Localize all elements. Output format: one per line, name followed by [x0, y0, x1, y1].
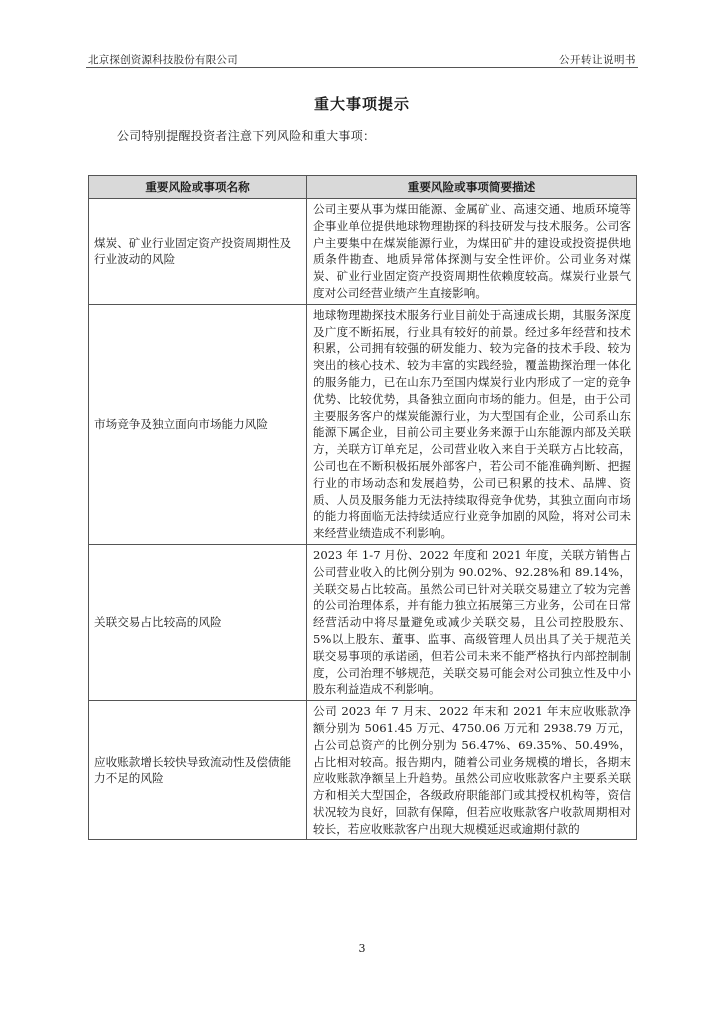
intro-text: 公司特别提醒投资者注意下列风险和重大事项：: [117, 129, 376, 143]
header-divider: [86, 67, 638, 68]
risk-table: [88, 175, 637, 840]
risk-description: 地球物理勘探技术服务行业目前处于高速成长期，其服务深度及广度不断拓展，行业具有较好的前景。经过多年经营和技术积累，公司拥有较强的研发能力、较为完备的技术手段、较为突出的核心技术、较为丰富的实践经验，覆盖勘探治理一体化的服务能力，已在山东乃至国内煤炭行业内形成了一定的竞争优势、比较优势，具备独立面向市场的能力。但是，由于公司主要服务客户的煤炭能源行业，为大型国有企业，公司系山东能源下属企业，目前公司主要业务来源于山东能源内部及关联方，关联方订单充足，公司营业收入来自于关联方占比较高，公司也在不断积极拓展外部客户，若公司不能准确判断、把握行业的市场动态和发展趋势，公司已积累的技术、品牌、资质、人员及服务能力无法持续取得竞争优势，其独立面向市场的能力将面临无法持续适应行业竞争加剧的风险，将对公司未来经营业绩造成不利影响。: [307, 304, 637, 544]
page-number: 3: [358, 942, 366, 955]
table-row: [89, 304, 637, 544]
risk-name: 应收账款增长较快导致流动性及偿债能力不足的风险: [89, 701, 307, 840]
page-title: 重大事项提示: [313, 95, 410, 113]
header-company-name: 北京探创资源科技股份有限公司: [88, 54, 238, 66]
risk-name: 关联交易占比较高的风险: [89, 544, 307, 700]
table-row: [89, 701, 637, 840]
header-document-type: 公开转让说明书: [559, 54, 636, 66]
table-header-row: [89, 176, 637, 199]
column-header-description: 重要风险或事项简要描述: [307, 176, 637, 199]
table-row: [89, 199, 637, 305]
table-row: [89, 544, 637, 700]
risk-description: 公司主要从事为煤田能源、金属矿业、高速交通、地质环境等企事业单位提供地球物理勘探的科技研发与技术服务。公司客户主要集中在煤炭能源行业，为煤田矿井的建设或投资提供地质条件勘查、地质异常体探测与安全性评价。公司业务对煤炭、矿业行业固定资产投资周期性依赖度较高。煤炭行业景气度对公司经营业绩产生直接影响。: [307, 199, 637, 305]
risk-name: 煤炭、矿业行业固定资产投资周期性及行业波动的风险: [89, 199, 307, 305]
risk-name: 市场竞争及独立面向市场能力风险: [89, 304, 307, 544]
column-header-name: 重要风险或事项名称: [89, 176, 307, 199]
risk-description: 公司 2023 年 7 月末、2022 年末和 2021 年末应收账款净额分别为 5061.45 万元、4750.06 万元和 2938.79 万元，占公司总资产的比例分别为 56.47%、69.35%、50.49%，占比相对较高。报告期内，随着公司业务规模的增长，各期末应收账款净额呈上升趋势。虽然公司应收账款客户主要系关联方和相关大型国企，各级政府职能部门或其授权机构等，资信状况较为良好，回款有保障，但若应收账款客户收款周期相对较长，若应收账款客户出现大规模延迟或逾期付款的: [307, 701, 637, 840]
risk-description: 2023 年 1-7 月份、2022 年度和 2021 年度，关联方销售占公司营业收入的比例分别为 90.02%、92.28%和 89.14%，关联交易占比较高。虽然公司已针对关联交易建立了较为完善的公司治理体系，并有能力独立拓展第三方业务，公司在日常经营活动中将尽量避免或减少关联交易，且公司控股股东、5%以上股东、董事、监事、高级管理人员出具了关于规范关联交易事项的承诺函，但若公司未来不能严格执行内部控制制度，公司治理不够规范，关联交易可能会对公司独立性及中小股东利益造成不利影响。: [307, 544, 637, 700]
